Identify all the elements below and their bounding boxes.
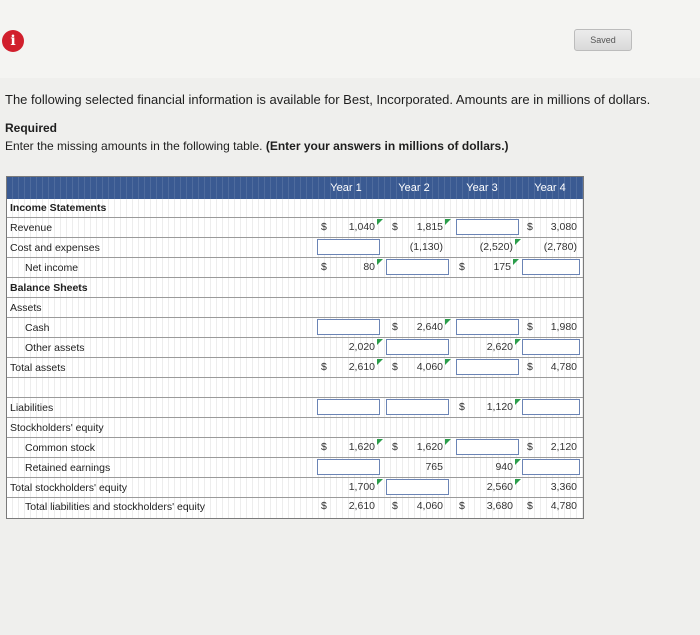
dollar-sign: $ bbox=[392, 221, 398, 233]
dollar-sign: $ bbox=[527, 221, 533, 233]
dollar-sign: $ bbox=[321, 500, 327, 512]
cell-tle-y2[interactable]: 4,060 bbox=[416, 500, 443, 512]
top-bar bbox=[0, 0, 700, 78]
answer-flag bbox=[515, 399, 521, 405]
row-divider bbox=[7, 297, 583, 298]
dollar-sign: $ bbox=[527, 321, 533, 333]
input-other-y4[interactable] bbox=[522, 339, 580, 355]
dollar-sign: $ bbox=[321, 221, 327, 233]
cell-other-y3[interactable]: 2,620 bbox=[486, 341, 513, 353]
cell-re-y3[interactable]: 940 bbox=[495, 461, 513, 473]
row-divider bbox=[7, 357, 583, 358]
info-icon[interactable]: i bbox=[2, 30, 24, 52]
row-label-cost: Cost and expenses bbox=[10, 242, 100, 254]
row-label-stockholders-equity: Stockholders' equity bbox=[10, 422, 104, 434]
input-other-y2[interactable] bbox=[386, 339, 449, 355]
input-cost-y1[interactable] bbox=[317, 239, 380, 255]
row-divider bbox=[7, 377, 583, 378]
answer-flag bbox=[445, 359, 451, 365]
row-label-cash: Cash bbox=[25, 322, 50, 334]
required-heading: Required bbox=[5, 121, 58, 135]
cell-ta-y1[interactable]: 2,610 bbox=[348, 361, 375, 373]
cell-tse-y3[interactable]: 2,560 bbox=[486, 481, 513, 493]
row-divider bbox=[7, 277, 583, 278]
dollar-sign: $ bbox=[321, 361, 327, 373]
input-cs-y3[interactable] bbox=[456, 439, 519, 455]
cell-ta-y4: 4,780 bbox=[550, 361, 577, 373]
row-label-net-income: Net income bbox=[25, 262, 79, 274]
input-liab-y4[interactable] bbox=[522, 399, 580, 415]
dollar-sign: $ bbox=[459, 401, 465, 413]
cell-tse-y1[interactable]: 1,700 bbox=[348, 481, 375, 493]
answer-flag bbox=[377, 439, 383, 445]
row-label-total-assets: Total assets bbox=[10, 362, 66, 374]
row-label-common-stock: Common stock bbox=[25, 442, 96, 454]
cell-cash-y4: 1,980 bbox=[550, 321, 577, 333]
cell-cash-y2[interactable]: 2,640 bbox=[416, 321, 443, 333]
row-label-other-assets: Other assets bbox=[25, 342, 85, 354]
row-divider bbox=[7, 397, 583, 398]
dollar-sign: $ bbox=[392, 441, 398, 453]
dollar-sign: $ bbox=[459, 261, 465, 273]
input-net-y4[interactable] bbox=[522, 259, 580, 275]
input-re-y4[interactable] bbox=[522, 459, 580, 475]
financial-table bbox=[6, 176, 584, 519]
input-re-y1[interactable] bbox=[317, 459, 380, 475]
cell-tle-y4: 4,780 bbox=[550, 500, 577, 512]
row-divider bbox=[7, 437, 583, 438]
row-divider bbox=[7, 317, 583, 318]
dollar-sign: $ bbox=[527, 500, 533, 512]
dollar-sign: $ bbox=[527, 361, 533, 373]
cell-revenue-y1[interactable]: 1,040 bbox=[348, 221, 375, 233]
cell-cost-y3[interactable]: (2,520) bbox=[479, 241, 513, 253]
input-liab-y2[interactable] bbox=[386, 399, 449, 415]
row-divider bbox=[7, 477, 583, 478]
cell-cost-y2: (1,130) bbox=[409, 241, 443, 253]
dollar-sign: $ bbox=[321, 261, 327, 273]
input-liab-y1[interactable] bbox=[317, 399, 380, 415]
col-header-year-3: Year 3 bbox=[466, 182, 498, 194]
answer-flag bbox=[513, 259, 519, 265]
answer-flag bbox=[515, 339, 521, 345]
col-header-year-2: Year 2 bbox=[398, 182, 430, 194]
dollar-sign: $ bbox=[392, 361, 398, 373]
answer-flag bbox=[515, 239, 521, 245]
row-label-total-le: Total liabilities and stockholders' equity bbox=[25, 501, 206, 513]
answer-flag bbox=[515, 459, 521, 465]
input-tse-y2[interactable] bbox=[386, 479, 449, 495]
dollar-sign: $ bbox=[392, 321, 398, 333]
dollar-sign: $ bbox=[392, 500, 398, 512]
input-cash-y3[interactable] bbox=[456, 319, 519, 335]
row-label-total-se: Total stockholders' equity bbox=[10, 482, 127, 494]
cell-net-y1[interactable]: 80 bbox=[363, 261, 375, 273]
dollar-sign: $ bbox=[321, 441, 327, 453]
col-header-year-4: Year 4 bbox=[534, 182, 566, 194]
input-ta-y3[interactable] bbox=[456, 359, 519, 375]
row-divider bbox=[7, 457, 583, 458]
cell-revenue-y2[interactable]: 1,815 bbox=[416, 221, 443, 233]
row-divider bbox=[7, 417, 583, 418]
cell-net-y3[interactable]: 175 bbox=[493, 261, 511, 273]
answer-flag bbox=[445, 319, 451, 325]
cell-cs-y1[interactable]: 1,620 bbox=[348, 441, 375, 453]
required-instructions bbox=[5, 139, 509, 153]
cell-other-y1[interactable]: 2,020 bbox=[348, 341, 375, 353]
section-balance-sheets: Balance Sheets bbox=[10, 282, 88, 294]
saved-button[interactable]: Saved bbox=[574, 29, 632, 51]
row-divider bbox=[7, 337, 583, 338]
answer-flag bbox=[377, 219, 383, 225]
answer-flag bbox=[515, 479, 521, 485]
answer-flag bbox=[377, 479, 383, 485]
answer-flag bbox=[377, 259, 383, 265]
row-label-assets: Assets bbox=[10, 302, 42, 314]
cell-revenue-y4: 3,080 bbox=[550, 221, 577, 233]
row-label-retained-earnings: Retained earnings bbox=[25, 462, 111, 474]
cell-cost-y4: (2,780) bbox=[543, 241, 577, 253]
input-revenue-y3[interactable] bbox=[456, 219, 519, 235]
required-text: Enter the missing amounts in the following table. bbox=[5, 139, 263, 153]
cell-cs-y4: 2,120 bbox=[550, 441, 577, 453]
row-divider bbox=[7, 237, 583, 238]
dollar-sign: $ bbox=[459, 500, 465, 512]
required-emphasis: (Enter your answers in millions of dollars.) bbox=[265, 139, 509, 153]
cell-ta-y2[interactable]: 4,060 bbox=[416, 361, 443, 373]
answer-flag bbox=[377, 359, 383, 365]
intro-text: The following selected financial information is available for Best, Incorporated. Amounts are in millions of dollars. bbox=[5, 92, 651, 107]
cell-tse-y4: 3,360 bbox=[550, 481, 577, 493]
input-net-y2[interactable] bbox=[386, 259, 449, 275]
cell-tle-y3[interactable]: 3,680 bbox=[486, 500, 513, 512]
row-label-liabilities: Liabilities bbox=[10, 402, 54, 414]
cell-cs-y2[interactable]: 1,620 bbox=[416, 441, 443, 453]
col-header-year-1: Year 1 bbox=[330, 182, 362, 194]
cell-liab-y3[interactable]: 1,120 bbox=[486, 401, 513, 413]
dollar-sign: $ bbox=[527, 441, 533, 453]
row-divider bbox=[7, 257, 583, 258]
answer-flag bbox=[445, 219, 451, 225]
answer-flag bbox=[377, 339, 383, 345]
answer-flag bbox=[445, 439, 451, 445]
cell-re-y2: 765 bbox=[425, 461, 443, 473]
input-cash-y1[interactable] bbox=[317, 319, 380, 335]
row-label-revenue: Revenue bbox=[10, 222, 53, 234]
cell-tle-y1[interactable]: 2,610 bbox=[348, 500, 375, 512]
row-divider bbox=[7, 217, 583, 218]
section-income-statements: Income Statements bbox=[10, 202, 107, 214]
